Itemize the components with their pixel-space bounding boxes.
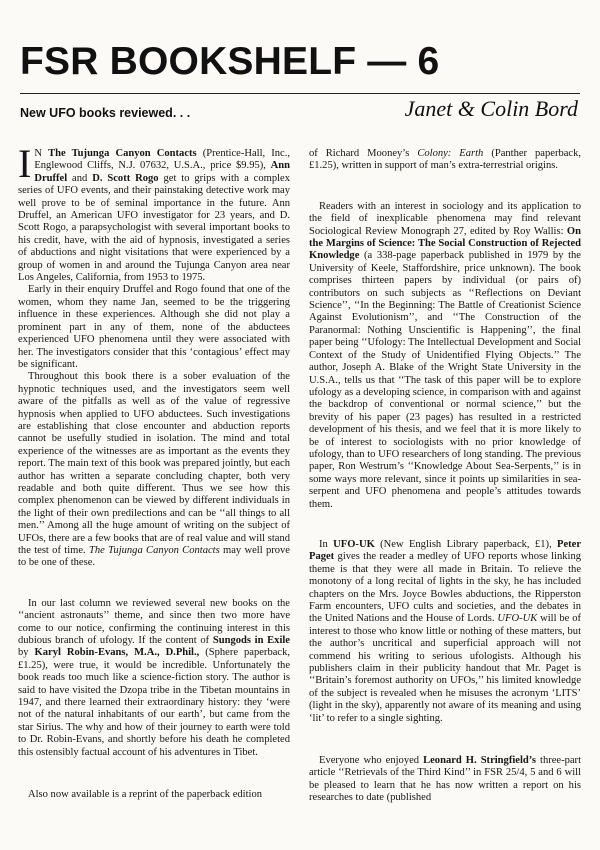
text-run: get to grips with a complex series of UFO events, and their painstaking detective work may well prove to be of seminal importance in the future. Ann Druffel, an American UFO investigator for 23 years, and D. Scott Rogo, a parapsychologist with several important books to his credit, have, with the aid of hypnosis, investigated a series of abductions and night visitations that were experienced by a group of women in and around the Tujunga Canyon area near Los Angeles, California, from 1953 to 1975. [18,172,290,284]
book-title: On the Margins of Science: The Social Construction of Rejected Knowledge [309,225,581,262]
paragraph-stringfield [309,755,581,805]
text-run: will be of interest to those who know little or nothing of these matters, but the author’s uncritical and superficial approach will not commend his writing to serious ufologists. Although his publishers claim in their publicity handout that Mr. Paget is ‘‘Britain’s foremost authority on UFOs,’’ his limited knowledge of the subject is revealed when he misuses the acronym ‘LITS’ (light in the sky), apparently not aware of its meaning and using ‘lit’ to refer to a single sighting. [309,613,581,724]
text-run: by [18,647,35,659]
text-run: gives the reader a medley of UFO reports whose linking theme is that they were all made in Britain. To relieve the monotony of a long recital of lights in the sky, he has included chapters on the Mrs. Joyce Bowles abductions, the Ripperston Farm encounters, UFO cults and societies, and the debates in the United Nations and the House of Lords. [309,551,581,625]
paragraph-colony-earth [309,148,581,173]
book-title: Sungods in Exile [212,635,290,647]
book-title: UFO-UK [333,538,375,550]
text-run: Readers with an interest in sociology and its application to the field of inexplicable phenomena may find relevant Sociological Review Monograph 27, edited by Roy Wallis: [309,200,581,237]
text-run: Throughout this book there is a sober evaluation of the hypnotic techniques used, and the investigators seem well aware of the pitfalls as well as of the value of regressive hypnosis when applied to UFO abductees. Such investigations are establishing that close encounter and abduction reports cannot be usefully studied in isolation. The mind and total experience of the witnesses are as important as the events they report. The main text of this book was prepared jointly, but each author has written a separate concluding chapter, both very readable and both quite different. Thus we see how this complex phenomenon can be viewed by different individuals in the light of their own predilections and can be ‘‘all things to all men.’’ Among all the huge amount of writing on the subject of UFOs, there are a few books that are of real value and will stand the test of time. [18,371,290,556]
text-run: may well prove to be one of these. [18,545,290,569]
right-column [309,148,581,805]
text-run: Everyone who enjoyed [319,755,424,767]
text-run: (Sphere paperback, £1.25), were true, it would be incredible. Unfortunately the book reads too much like a science-fiction story. The author is said to have visited the Dzopa tribe in the Tibetan mountains in 1947, and there learned their extraordinary history: they ‘were not of the natural inhabitants of our earth’, but came from the star Sirius. The why and how of their journey to earth were told to Dr. Robin-Evans, and shortly before his death he completed this ostensibly factual account of his adventures in Tibet. [18,647,290,758]
page-title: FSR BOOKSHELF — 6 [20,40,440,83]
paragraph-reprint: Also now available is a reprint of the paperback edition [28,789,263,801]
text-run: (Panther paperback, £1.25), written in support of man’s extra-terrestrial origins. [309,148,581,172]
text-run: (New English Library paperback, £1), [374,538,557,550]
drop-cap: I [18,141,32,186]
text-run: In [319,538,334,550]
author-name: Ann Druffel [34,160,290,184]
text-run: and [67,172,93,184]
author-name: Karyl Robin-Evans, M.A., D.Phil., [34,647,200,659]
text-run: of Richard Mooney’s [309,148,418,159]
author-name: D. Scott Rogo [92,172,159,184]
book-title: The Tujunga Canyon Contacts [89,545,220,556]
text-run: (Prentice-Hall, Inc., Englewood Cliffs, N.J. 07632, U.S.A., price $9.95), [34,148,291,172]
text-run: In our last column we reviewed several new books on the ‘‘ancient astronauts’’ theme, and since then two more have come to our notice, confirming the continuing interest in this dubious branch of ufology. If the content of [18,597,290,647]
left-column [18,141,291,802]
paragraph-ufo-uk [309,539,581,725]
text-run: three-part article ‘‘Retrievals of the Third Kind’’ in FSR 25/4, 5 and 6 will be pleased to learn that he has now written a report on his researches to date (published [309,755,581,804]
paragraph-jan: Early in their enquiry Druffel and Rogo found that one of the women, whom they name Jan, seemed to be the triggering influence in these experiences. Although she did not play a prominent part in any of them, none of the abductees experienced UFO phenomena until they were associated with her. The investigators consider that this ‘contagious’ effect may be significant. [18,284,290,370]
byline-authors: Janet & Colin Bord [404,96,578,121]
text-run: (a 338-page paperback published in 1979 by the University of Keele, Staffordshire, price unknown). The book comprises thirteen papers by individual (or pairs of) contributors on such subjects as ‘‘Reflections on Deviant Science’’, ‘‘In the Beginning: The Battle of Creationist Science Against Evolutionism’’, and ‘‘The Construction of the Paranormal: Nothing Unscientific is Happening’’, the final paper being ‘‘Ufology: The Intellectual Development and Social Context of the Study of Unidentified Flying Objects.’’ The author, Joseph A. Blake of the Wright State University in the U.S.A., tells us that ‘‘The task of this paper will be to explore ufology as a developing science, in comparison with and against the backdrop of conventional or normal science,’’ but the brevity of his paper (23 pages) has resulted in a restricted development of his thesis, and we feel that it is more likely to be of interest to sociologists with no prior knowledge of ufology, than to UFO researchers of long standing. The previous paper, Ron Westrum’s ‘‘Knowledge About Sea-Serpents,’’ is in some ways more relevant, since it points up similarities in sea-serpent and UFO phenomena and people’s attitudes towards them. [309,250,581,510]
paragraph-margins-of-science [309,201,581,511]
paragraph-hypnosis [18,371,290,570]
author-name: Leonard H. Stringfield’s [423,755,536,767]
text-run: N [34,148,49,159]
book-title: UFO-UK [497,613,538,625]
title-rule [20,93,580,94]
paragraph-tujunga [18,141,291,284]
section-subtitle: New UFO books reviewed. . . [20,106,191,120]
author-name: Peter Paget [309,538,581,563]
book-title: Colony: Earth [417,148,484,159]
book-title: The Tujunga Canyon Contacts [48,148,197,159]
paragraph-sungods [18,598,290,759]
